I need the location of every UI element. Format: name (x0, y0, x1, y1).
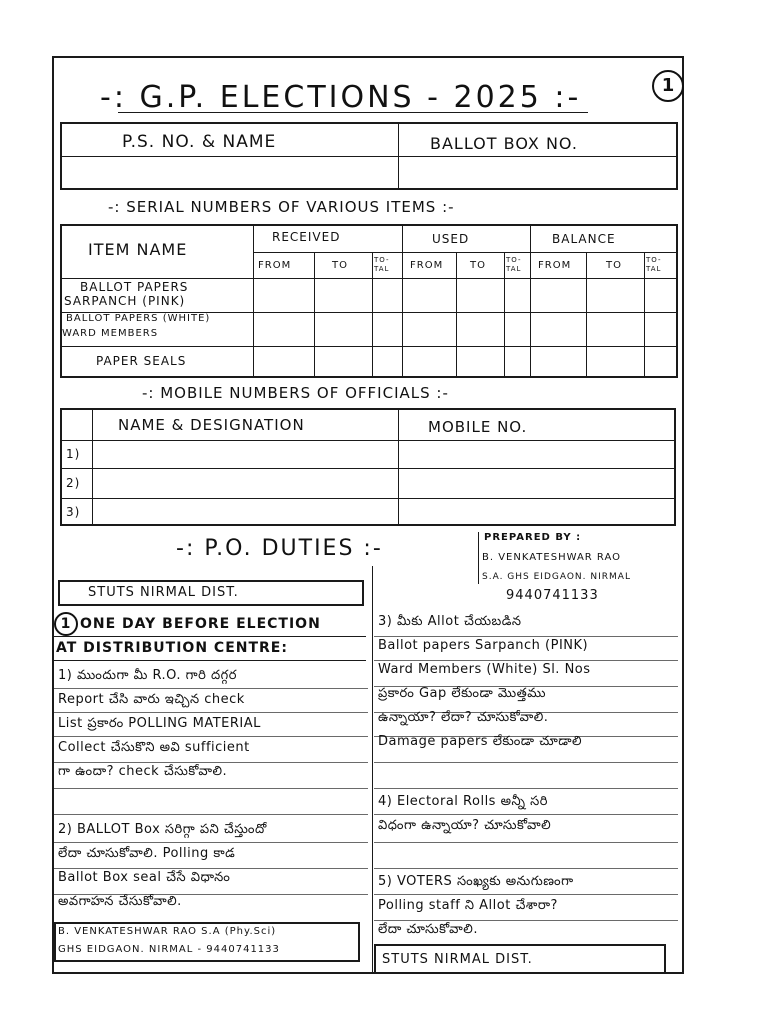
mobile-no-header: MOBILE NO. (428, 418, 528, 436)
used-to: TO (470, 260, 486, 271)
mobile-row-3: 3) (66, 505, 81, 519)
duty-item-1: 1) ముందుగా మీ R.O. గారి దగ్గర Report చేసి వారు ఇచ్చిన check List ప్రకారం POLLING MATERIAL Collect చేసుకొని అవి sufficient గా ఉందా? check చేసుకోవాలి. (58, 668, 261, 779)
ballot-box-label: BALLOT BOX NO. (430, 134, 578, 153)
ps-name-label: P.S. NO. & NAME (122, 132, 277, 152)
duties-title: -: P.O. DUTIES :- (176, 536, 383, 561)
duty-item-4: 4) Electoral Rolls అన్నీ సరి విధంగా ఉన్నాయా? చూసుకోవాలి (378, 794, 552, 833)
row-paper-seals: PAPER SEALS (96, 354, 187, 368)
page-number-badge: 1 (652, 70, 684, 102)
prepared-by-org: S.A. GHS EIDGAON. NIRMAL (482, 572, 631, 582)
one-day-before-heading: 1 ONE DAY BEFORE ELECTION (54, 612, 321, 636)
used-header: USED (432, 232, 470, 246)
used-total: TO-TAL (506, 256, 522, 273)
serial-section-title: -: SERIAL NUMBERS OF VARIOUS ITEMS :- (108, 198, 455, 216)
prepared-by-phone: 9440741133 (506, 588, 599, 603)
distribution-centre-heading: AT DISTRIBUTION CENTRE: (56, 640, 288, 656)
footer-left-line2: GHS EIDGAON. NIRMAL - 9440741133 (58, 944, 280, 955)
title-underline (118, 112, 588, 113)
left-district-label: STUTS NIRMAL DIST. (88, 585, 239, 600)
duty-item-2: 2) BALLOT Box సరిగ్గా పని చేస్తుందో లేదా చూసుకోవాలి. Polling కాడ Ballot Box seal చేసే విధానం అవగాహన చేసుకోవాలి. (58, 822, 267, 909)
row-sarpanch-line1: BALLOT PAPERS (80, 280, 189, 294)
row-ward-line1: BALLOT PAPERS (WHITE) (66, 313, 211, 324)
duty-item-5: 5) VOTERS సంఖ్యకు అనుగుణంగా Polling staff ని Allot చేశారా? లేదా చూసుకోవాలి. (378, 874, 574, 937)
prepared-by-name: B. VENKATESHWAR RAO (482, 552, 621, 563)
row-sarpanch-line2: SARPANCH (PINK) (64, 294, 186, 308)
received-from: FROM (258, 260, 292, 271)
received-header: RECEIVED (272, 230, 341, 244)
used-from: FROM (410, 260, 444, 271)
mobile-row-1: 1) (66, 447, 81, 461)
footer-left-line1: B. VENKATESHWAR RAO S.A (Phy.Sci) (58, 926, 277, 937)
name-designation-header: NAME & DESIGNATION (118, 416, 305, 434)
duty-item-3: 3) మీకు Allot చేయబడిన Ballot papers Sarpanch (PINK) Ward Members (White) Sl. Nos ప్రకారం Gap లేకుండా మొత్తము ఉన్నాయా? లేదా? చూసుకోవాలి. Damage papers లేకుండా చూడాలి (378, 614, 591, 749)
step-number-badge: 1 (54, 612, 78, 636)
ps-box-vdivider (398, 122, 399, 190)
page-title: -: G.P. ELECTIONS - 2025 :- (100, 80, 582, 115)
received-to: TO (332, 260, 348, 271)
balance-from: FROM (538, 260, 572, 271)
prepared-by-label: PREPARED BY : (484, 532, 582, 543)
balance-to: TO (606, 260, 622, 271)
received-total: TO-TAL (374, 256, 390, 273)
balance-total: TO-TAL (646, 256, 662, 273)
ps-box-divider (60, 156, 678, 157)
mobile-section-title: -: MOBILE NUMBERS OF OFFICIALS :- (142, 384, 449, 402)
duties-column-divider (372, 566, 373, 974)
row-ward-line2: WARD MEMBERS (62, 328, 159, 339)
item-name-header: ITEM NAME (88, 240, 188, 259)
footer-right-district: STUTS NIRMAL DIST. (382, 952, 533, 967)
mobile-row-2: 2) (66, 476, 81, 490)
balance-header: BALANCE (552, 232, 616, 246)
